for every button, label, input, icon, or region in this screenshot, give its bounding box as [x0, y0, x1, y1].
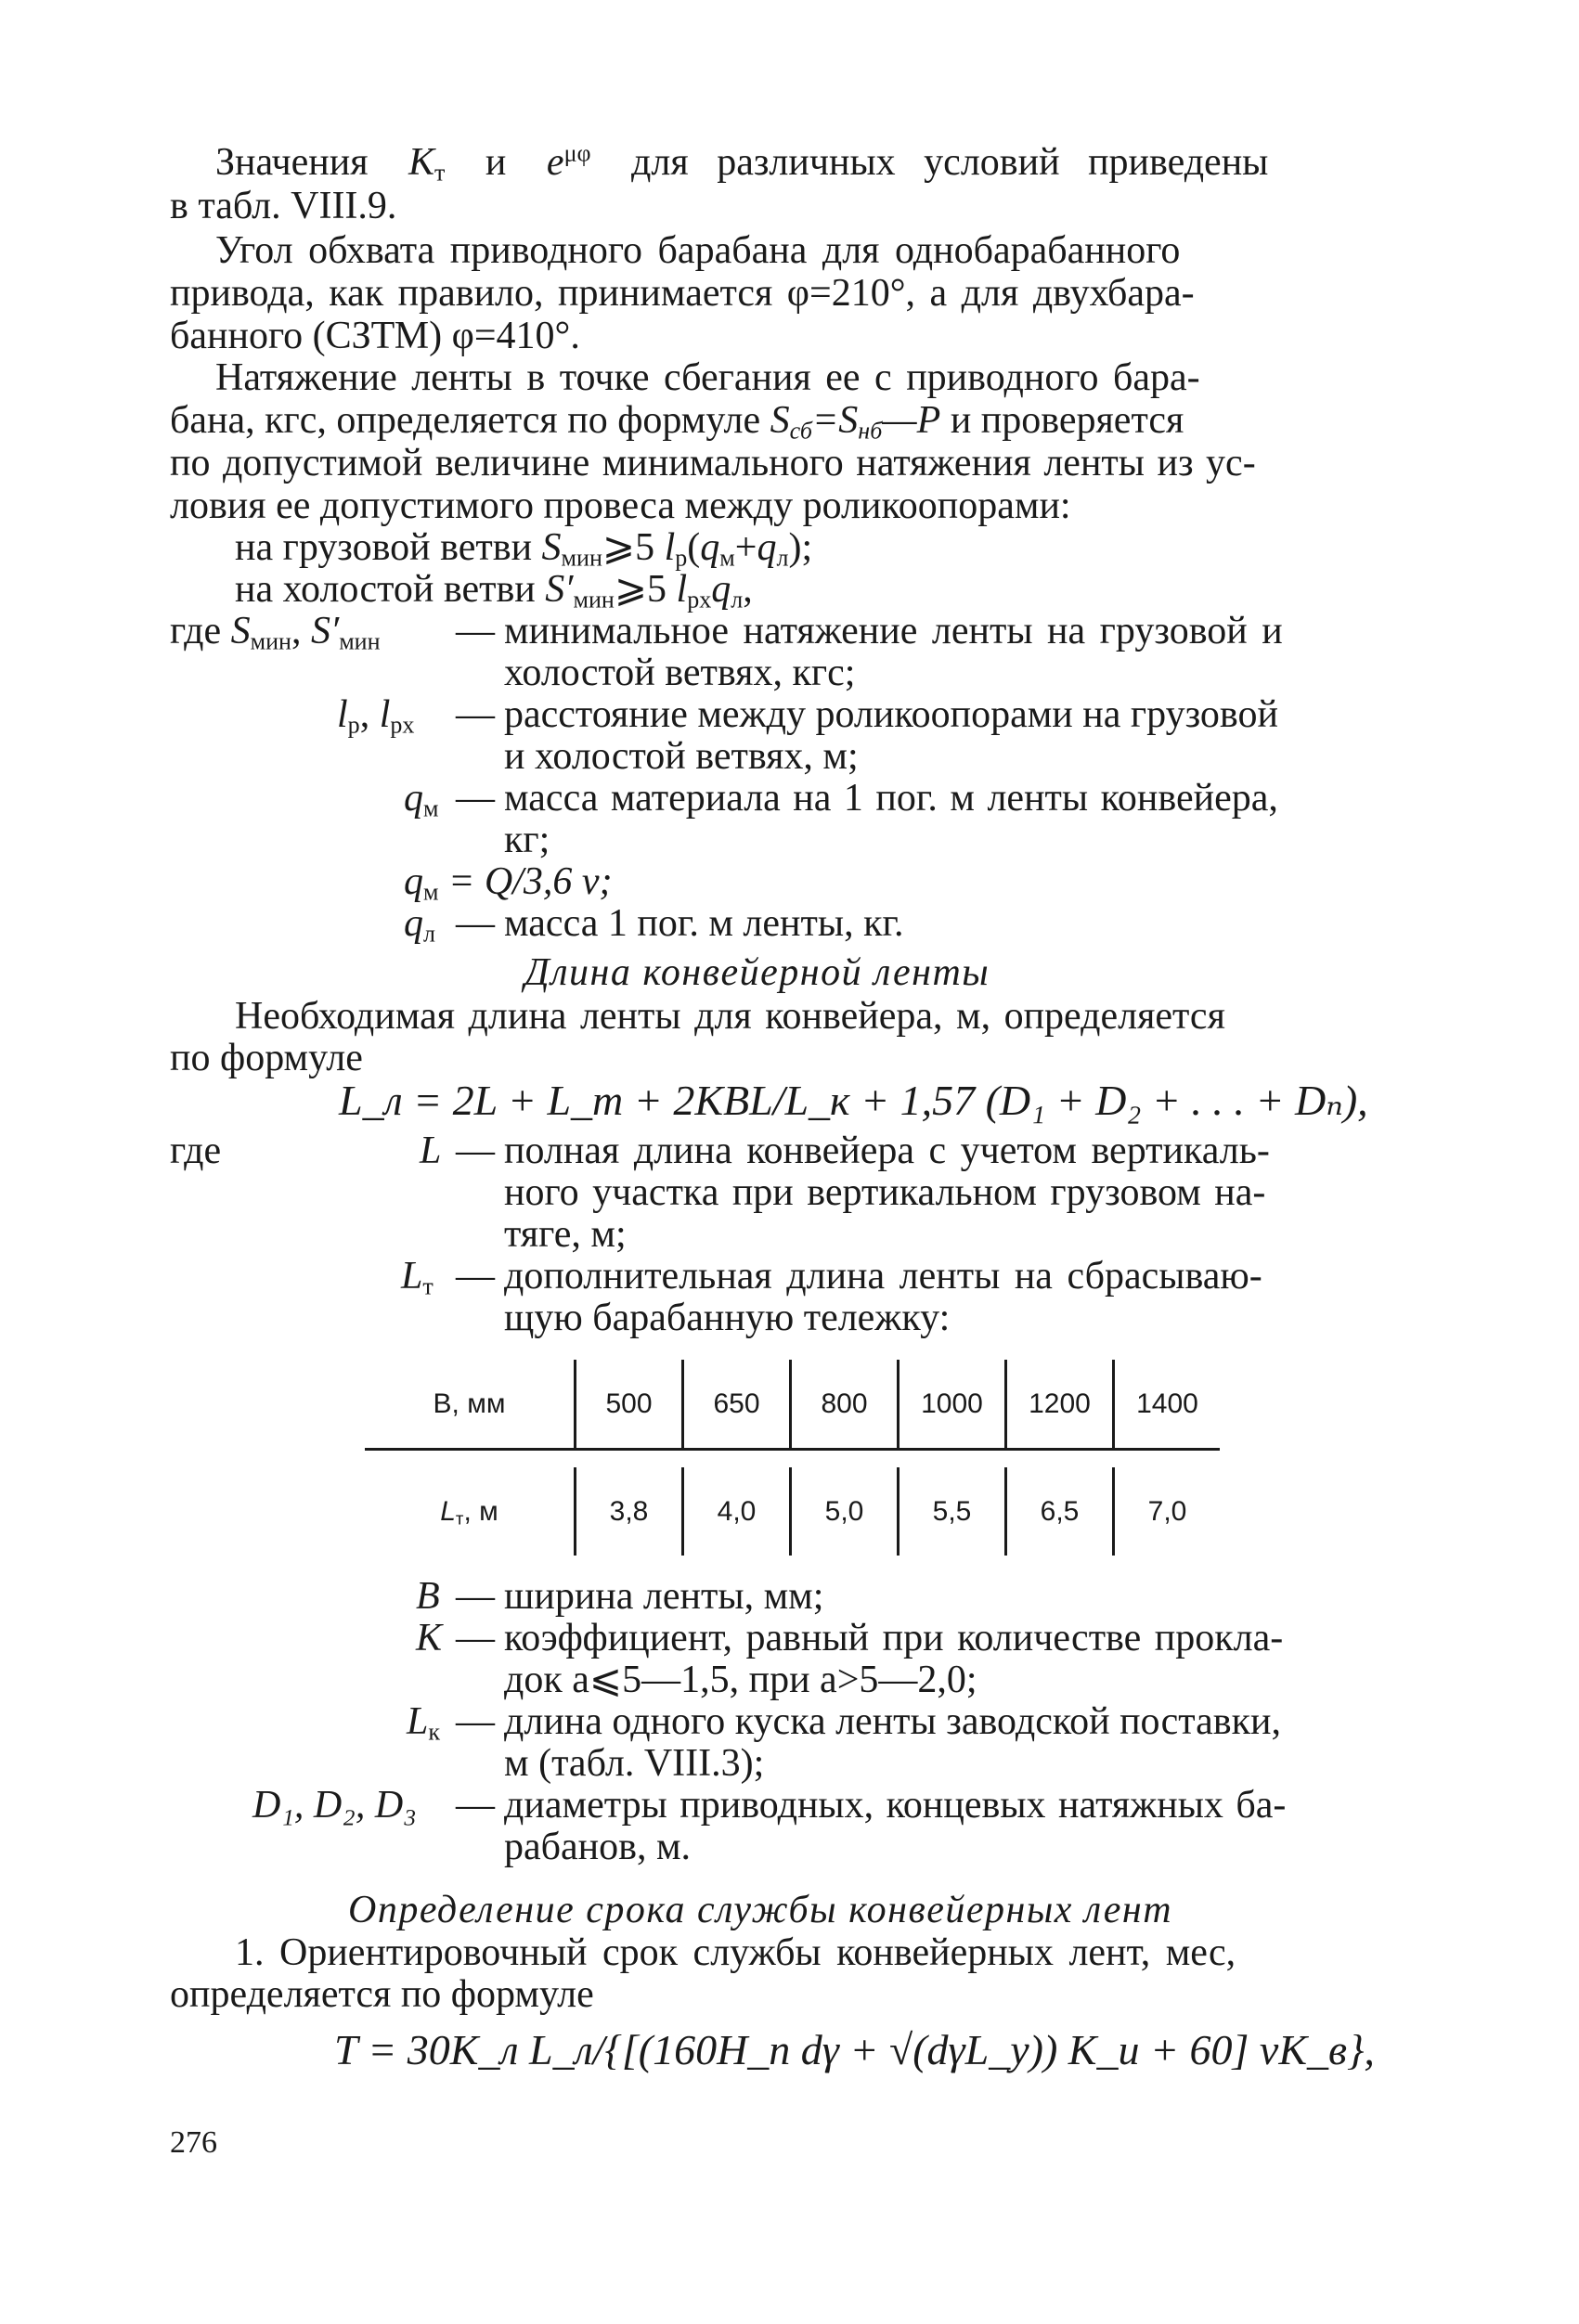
- definition-text: тяге, м;: [504, 1213, 627, 1256]
- definition-dash: —: [456, 610, 495, 652]
- paragraph-line: в табл. VIII.9.: [170, 185, 397, 227]
- table-cell: 500: [576, 1360, 683, 1450]
- definition-dash: —: [456, 902, 495, 945]
- definition-dash: —: [456, 777, 495, 820]
- definition-text: длина одного куска ленты заводской поставки,: [504, 1700, 1281, 1743]
- definition-term: B: [416, 1575, 440, 1618]
- formula-line: на холостой ветви $S'_{мин}⩾5$ $l_{рх}q_л$,: [235, 568, 753, 613]
- table-cell: 5,5: [899, 1467, 1006, 1556]
- row-header: $L_т$, м: [440, 1495, 498, 1529]
- page-number: 276: [170, 2125, 217, 2160]
- table-cell: 800: [791, 1360, 899, 1450]
- definition-text: масса материала на 1 пог. м ленты конвейера,: [504, 777, 1278, 820]
- definition-text: расстояние между роликоопорами на грузовой: [504, 693, 1278, 736]
- definition-term: где $S_{мин}$, $S'_{мин}$: [170, 610, 381, 655]
- table-cell: 4,0: [683, 1467, 791, 1556]
- section-heading: Длина конвейерной ленты: [524, 951, 990, 994]
- definition-term: $L_т$: [401, 1255, 434, 1300]
- formula-main: T = 30K_л L_л/{[(160H_п dγ + √(dγL_у)) K_и + 60] vK_в},: [334, 2026, 1375, 2073]
- definition-text: док a⩽5—1,5, при a>5—2,0;: [504, 1659, 977, 1701]
- paragraph-line: бана, кгс, определяется по формуле $S_{сб}=S_{нб}—P$ и проверяется: [170, 399, 1184, 445]
- paragraph-line: Натяжение ленты в точке сбегания ее с приводного бара-: [215, 356, 1200, 399]
- table-cell: 3,8: [576, 1467, 683, 1556]
- paragraph-line: по формуле: [170, 1037, 363, 1079]
- definition-formula: $q_м = Q/3,6$ v;: [404, 860, 613, 906]
- definition-text: коэффициент, равный при количестве прокла-: [504, 1617, 1284, 1659]
- definition-term: D₁, D₂, D₃: [252, 1784, 417, 1827]
- definition-dash: —: [456, 1130, 495, 1172]
- table-row: [365, 1360, 1220, 1450]
- paragraph-line: Угол обхвата приводного барабана для однобарабанного: [215, 229, 1181, 272]
- paragraph-line: банного (СЗТМ) φ=410°.: [170, 315, 580, 357]
- definition-term: $q_л$: [404, 902, 435, 948]
- table-cell: 650: [683, 1360, 791, 1450]
- table-cell: 1200: [1006, 1360, 1114, 1450]
- definition-term: L: [420, 1130, 442, 1172]
- definition-text: рабанов, м.: [504, 1826, 692, 1868]
- formula-inline: $S_{сб}=S_{нб}—P$: [770, 399, 941, 445]
- definition-dash: —: [456, 1255, 495, 1298]
- table-cell: 5,0: [791, 1467, 899, 1556]
- definition-text: ного участка при вертикальном грузовом на-: [504, 1171, 1266, 1214]
- paragraph-line: ловия ее допустимого провеса между роликоопорами:: [170, 484, 1071, 527]
- definition-term: $l_р$, $l_{рх}$: [337, 693, 415, 739]
- table-cell: 1400: [1114, 1360, 1221, 1450]
- table-cell: 7,0: [1114, 1467, 1221, 1556]
- definition-text: дополнительная длина ленты на сбрасываю-: [504, 1255, 1262, 1298]
- definition-text: диаметры приводных, концевых натяжных ба-: [504, 1784, 1287, 1827]
- paragraph-line: Необходимая длина ленты для конвейера, м, определяется: [235, 995, 1225, 1038]
- belt-length-table: [365, 1360, 1220, 1556]
- section-heading: Определение срока службы конвейерных лент: [348, 1889, 1173, 1931]
- definition-dash: —: [456, 1575, 495, 1618]
- definition-text: щую барабанную тележку:: [504, 1297, 951, 1339]
- definition-text: ширина ленты, мм;: [504, 1575, 824, 1618]
- definition-text: масса 1 пог. м ленты, кг.: [504, 902, 904, 945]
- paragraph-line: определяется по формуле: [170, 1973, 594, 2016]
- table-spacer: [365, 1450, 1220, 1468]
- definition-text: и холостой ветвях, м;: [504, 735, 859, 778]
- definition-text: кг;: [504, 819, 550, 861]
- definition-term: K: [416, 1617, 443, 1659]
- definition-text: холостой ветвях, кгс;: [504, 652, 856, 694]
- table-row: [365, 1467, 1220, 1556]
- definition-text: минимальное натяжение ленты на грузовой и: [504, 610, 1283, 652]
- definition-dash: —: [456, 1700, 495, 1743]
- definition-term: $q_м$: [404, 777, 439, 822]
- definition-text: м (табл. VIII.3);: [504, 1742, 765, 1785]
- table-cell: 6,5: [1006, 1467, 1114, 1556]
- definition-text: полная длина конвейера с учетом вертикаль-: [504, 1130, 1270, 1172]
- table-cell: 1000: [899, 1360, 1006, 1450]
- paragraph-line: Значения $K_т$ и $e^{\mu\varphi}$ для различных условий приведены: [215, 139, 1269, 187]
- definition-term: $L_к$: [407, 1700, 441, 1746]
- definition-dash: —: [456, 1784, 495, 1827]
- row-header: B, мм: [365, 1360, 576, 1450]
- formula-main: L_л = 2L + L_т + 2KBL/L_к + 1,57 (D₁ + D₂ + . . . + Dₙ),: [339, 1077, 1368, 1124]
- paragraph-line: 1. Ориентировочный срок службы конвейерных лент, мес,: [235, 1931, 1236, 1974]
- definition-dash: —: [456, 693, 495, 736]
- paragraph-line: по допустимой величине минимального натяжения ленты из ус-: [170, 442, 1256, 484]
- paragraph-line: привода, как правило, принимается φ=210°, а для двухбара-: [170, 272, 1195, 315]
- definition-dash: —: [456, 1617, 495, 1659]
- where-label: где: [170, 1130, 222, 1172]
- formula-line: на грузовой ветви $S_{мин}⩾5$ $l_р(q_м+q_л)$;: [235, 526, 813, 572]
